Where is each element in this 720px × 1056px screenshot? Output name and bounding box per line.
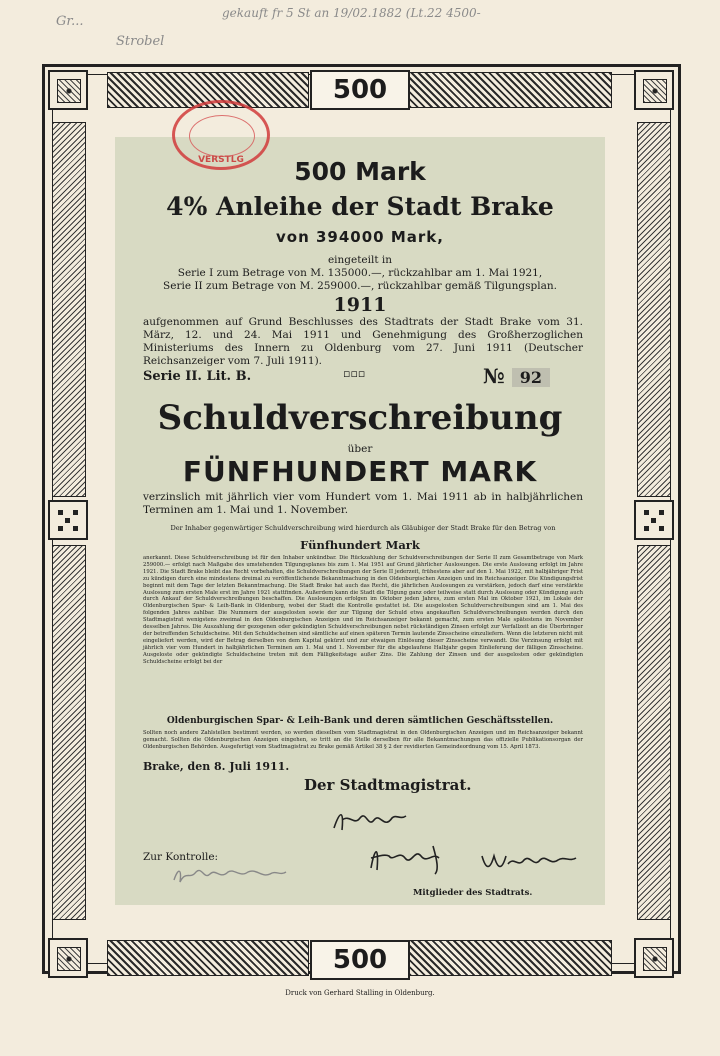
loan-title: 4% Anleihe der Stadt Brake	[166, 192, 554, 221]
amount-words: FÜNFHUNDERT MARK	[182, 455, 538, 488]
left-ornament-band-lower	[52, 545, 86, 920]
stamp-text: VERSTLG	[198, 155, 244, 165]
over-label: über	[347, 443, 373, 455]
pencil-note-left-1: Gr...	[56, 14, 84, 29]
control-label: Zur Kontrolle:	[143, 851, 219, 863]
issue-basis: aufgenommen auf Grund Beschlusses des Stadtrats der Stadt Brake vom 31. März, 12. und 24. Mai 1911 und Genehmigung des Großherzoglichen Ministeriums des Innern zu Oldenburg vom 27. Juni 1911 (Deutscher Reichsanzeiger vom 7. Juli 1911).	[143, 316, 583, 367]
bottom-denomination: 500	[310, 940, 410, 980]
printer-imprint: Druck von Gerhard Stalling in Oldenburg.	[285, 989, 435, 997]
right-ornament-band-upper	[637, 122, 671, 497]
council-signature-2	[478, 846, 578, 876]
number-sign: №	[483, 364, 505, 388]
issue-year: 1911	[333, 294, 387, 316]
corner-ornament-bottom-left	[48, 938, 88, 978]
series-two-terms: Serie II zum Betrage von M. 259000.—, rückzahlbar gemäß Tilgungsplan.	[163, 280, 557, 292]
series-one-terms: Serie I zum Betrage von M. 135000.—, rückzahlbar am 1. Mai 1921,	[177, 267, 543, 279]
amount-title: 500 Mark	[294, 157, 426, 186]
paying-bank: Oldenburgischen Spar- & Leih-Bank und deren sämtlichen Geschäftsstellen.	[166, 716, 554, 726]
side-dice-ornament-right	[634, 500, 674, 540]
place-date: Brake, den 8. Juli 1911.	[143, 760, 290, 773]
left-ornament-band-upper	[52, 122, 86, 497]
corner-ornament-bottom-right	[634, 938, 674, 978]
corner-ornament-top-right	[634, 70, 674, 110]
issuing-authority: Der Stadtmagistrat.	[304, 776, 472, 794]
holder-statement: Der Inhaber gegenwärtiger Schuldverschreibung wird hierdurch als Gläubiger der Stadt Brake für den Betrag von	[170, 524, 556, 532]
loan-terms-text: anerkannt. Diese Schuldverschreibung ist für den Inhaber unkündbar. Die Rückzahlung der Schuldverschreibungen der Serie II zum Gesamtbetrage von Mark 259000.— erfolgt nach Maßgabe des umstehenden Tilgungsplanes bis zum 1. Mai 1951 auf Grund jährlicher Auslosungen. Die erste Auslosung erfolgt im Jahre 1921. Die Stadt Brake bleibt das Recht vorbehalten, die Schuldverschreibungen der Serie II jederzeit, frühestens aber auf den 1. Mai 1922, mit halbjähriger Frist zu kündigen durch eine mindestens dreimal zu veröffentlichende Bekanntmachung in den Oldenburgischen Anzeigen und im Reichsanzeiger. Die Kündigungsfrist beginnt mit dem Tage der letzten Bekanntmachung. Die Stadt Brake hat auch das Recht, die jährlichen Auslosungen zu verstärken, jedoch darf eine verstärkte Auslosung zum ersten Male erst im Jahre 1921 stattfinden. Außerdem kann die Stadt die Tilgung ganz oder teilweise statt durch Auslosung oder Kündigung auch durch Ankauf der Schuldverschreibungen beschaffen. Die Auslosungen erfolgen im Oktober jeden Jahres, zum ersten Mal im Oktober 1921, im Lokale der Oldenburgischen Spar- & Leih-Bank in Oldenburg, wobei der Stadt die Kontrolle gestattet ist. Die ausgelosten Schuldverschreibungen sind am 1. Mai des folgenden Jahres zahlbar. Die Nummern der ausgelosten sowie der zur Tilgung der Schuld etwa angekauften Schuldverschreibungen werden durch den Stadtmagistrat wenigstens zweimal in den Oldenburgischen Anzeigen und im Reichsanzeiger bekannt gemacht, zum ersten Male spätestens im November desselben Jahres. Die Auszahlung der gezogenen oder gekündigten Schuldverschreibungen nebst rückständigen Zinsen erfolgt zur Verfallzeit an die Überbringer der betreffenden Schuldscheine. Mit den Schuldscheinen sind sämtliche auf einen späteren Termin lautende Zinsscheine einzuliefern. Wenn die letzteren nicht mit eingeliefert werden, wird der Betrag derselben von dem Kapital gekürzt und zur etwaigen Einlösung dieser Zinsscheine verwandt. Die Verzinsung erfolgt mit jährlich vier vom Hundert in halbjährlichen Terminen am 1. Mai und 1. November für die abgelaufene Halbjahr gegen Einlieferung der fälligen Zinsscheine. Ausgeloste oder gekündigte Schuldscheine treten mit dem Fälligkeitstage außer Zins. Die Zahlung der Zinsen und der ausgelosten oder gekündigten Schuldscheine erfolgt bei der	[143, 555, 583, 665]
serial-number: 92	[512, 368, 550, 387]
serial-number-block	[483, 364, 550, 388]
holder-amount: Fünfhundert Mark	[300, 538, 420, 552]
mayor-signature	[330, 806, 410, 836]
pencil-note-left-2: Strobel	[116, 34, 165, 49]
series-lit-label: Serie II. Lit. B.	[143, 369, 252, 384]
loan-terms-text-2: Sollten noch andere Zahlstellen bestimmt werden, so werden dieselben vom Stadtmagistrat in den Oldenburgischen Anzeigen und im Reichsanzeiger bekannt gemacht. Sollten die Oldenburgischen Anzeigen eingehen, so tritt an die Stelle derselben für alle Bekanntmachungen das offizielle Publikationsorgan der Oldenburgischen Behörden. Ausgefertigt vom Stadtmagistrat zu Brake gemäß Artikel 38 § 2 der revidierten Gemeindeordnung vom 15. April 1873.	[143, 730, 583, 750]
document-title: Schuldverschreibung	[157, 398, 563, 438]
interest-terms: verzinslich mit jährlich vier vom Hundert vom 1. Mai 1911 ab in halbjährlichen Terminen am 1. Mai und 1. November.	[143, 491, 583, 516]
bottom-ornament-band-left	[107, 940, 309, 976]
council-signature-1	[365, 840, 455, 876]
council-members-label: Mitglieder des Stadtrats.	[413, 888, 533, 898]
pencil-note-top: gekauft fr 5 St an 19/02.1882 (Lt.22 4500-	[222, 6, 481, 20]
top-denomination: 500	[310, 70, 410, 110]
bottom-ornament-band-right	[408, 940, 612, 976]
corner-ornament-top-left	[48, 70, 88, 110]
top-ornament-band-right	[408, 72, 612, 108]
control-signature	[170, 862, 290, 888]
right-ornament-band-lower	[637, 545, 671, 920]
side-dice-ornament-left	[48, 500, 88, 540]
loan-total: von 394000 Mark,	[276, 228, 444, 246]
divided-label: eingeteilt in	[327, 254, 393, 266]
serial-ornament: ▫▫▫	[343, 367, 366, 380]
